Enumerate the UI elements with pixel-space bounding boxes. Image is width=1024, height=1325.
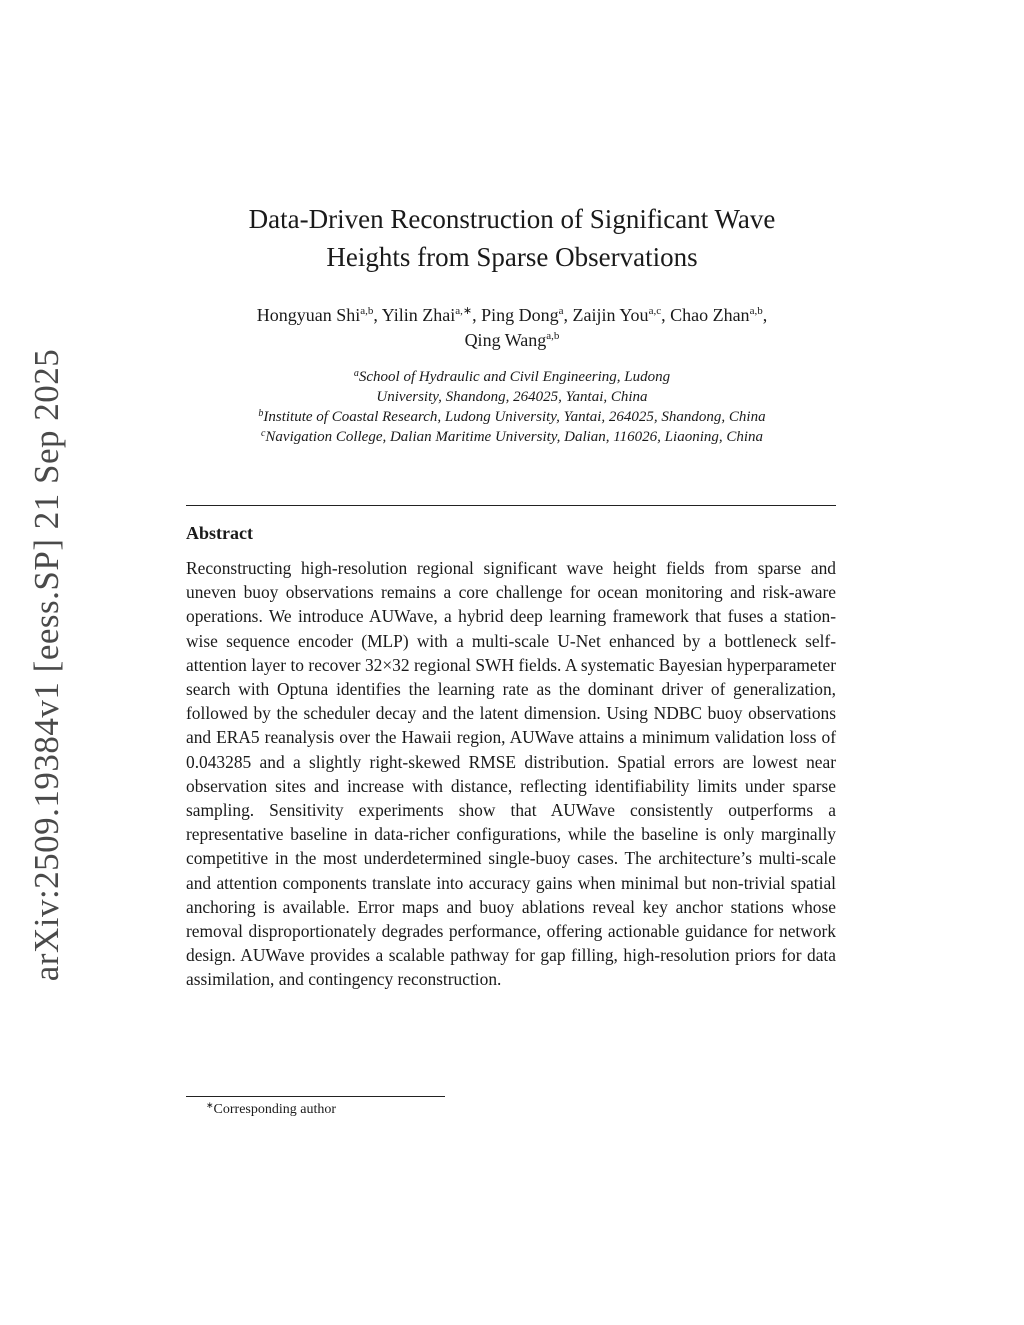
author-name: Yilin Zhai	[381, 305, 456, 325]
author-separator: ,	[373, 305, 382, 325]
affiliation-list	[180, 367, 844, 447]
author-name: Zaijin You	[572, 305, 649, 325]
author-name: Hongyuan Shi	[256, 305, 361, 325]
affiliation-text: School of Hydraulic and Civil Engineering, Ludong	[358, 369, 671, 385]
abstract-top-rule	[186, 505, 836, 506]
affiliation-text: Navigation College, Dalian Maritime University, Dalian, 116026, Liaoning, China	[265, 429, 764, 445]
author-line-2	[180, 328, 844, 353]
affiliation-c	[180, 427, 844, 447]
author-separator: ,	[472, 305, 482, 325]
author-affiliation-mark: a	[558, 305, 564, 317]
author-affiliation-mark: a,b	[546, 330, 560, 342]
author-line-1	[180, 303, 844, 328]
footnote	[206, 1100, 336, 1120]
author-separator: ,	[661, 305, 671, 325]
footnote-rule	[186, 1096, 445, 1097]
author-separator: ,	[762, 305, 768, 325]
paper-title	[180, 200, 844, 276]
author-separator: ,	[563, 305, 573, 325]
title-line-1: Data-Driven Reconstruction of Significant Wave	[248, 204, 776, 234]
title-line-2: Heights from Sparse Observations	[326, 242, 698, 272]
affiliation-mark: a	[353, 368, 359, 379]
author-affiliation-mark: a,b	[360, 305, 374, 317]
footnote-text: Corresponding author	[213, 1102, 337, 1117]
author-name: Ping Dong	[481, 305, 559, 325]
author-name: Qing Wang	[464, 330, 547, 350]
affiliation-a-line-1	[180, 367, 844, 387]
author-affiliation-mark: a,c	[648, 305, 662, 317]
footnote-mark: ∗	[206, 1100, 214, 1110]
affiliation-text: Institute of Coastal Research, Ludong University, Yantai, 264025, Shandong, China	[263, 409, 766, 425]
abstract-heading: Abstract	[186, 523, 253, 543]
affiliation-mark: c	[260, 428, 266, 439]
author-affiliation-mark: a,b	[749, 305, 763, 317]
affiliation-mark: b	[258, 408, 264, 419]
arxiv-identifier	[22, 348, 72, 982]
affiliation-b	[180, 407, 844, 427]
author-list	[180, 303, 844, 353]
affiliation-a-line-2: University, Shandong, 264025, Yantai, China	[376, 389, 648, 405]
abstract-text: Reconstructing high-resolution regional significant wave height fields from sparse and uneven buoy observations remains a core challenge for ocean monitoring and risk-aware operations. We introduce AUWave, a hybrid deep learning framework that fuses a station-wise sequence encoder (MLP) with a multi-scale U-Net enhanced by a bottleneck self-attention layer to recover 32×32 regional SWH fields. A systematic Bayesian hyperparameter search with Optuna identifies the learning rate as the dominant driver of generalization, followed by the scheduler decay and the latent dimension. Using NDBC buoy observations and ERA5 reanalysis over the Hawaii region, AUWave attains a minimum validation loss of 0.043285 and a slightly right-skewed RMSE distribution. Spatial errors are lowest near observation sites and increase with distance, reflecting identifiability limits under sparse sampling. Sensitivity experiments show that AUWave consistently outperforms a representative baseline in data-richer configurations, while the baseline is only marginally competitive in the most underdetermined single-buoy cases. The architecture’s multi-scale and attention components translate into accuracy gains when minimal but non-trivial spatial anchoring is available. Error maps and buoy ablations reveal key anchor stations whose removal disproportionately degrades performance, offering actionable guidance for network design. AUWave provides a scalable pathway for gap filling, high-resolution priors for data assimilation, and contingency reconstruction.	[186, 558, 836, 990]
author-name: Chao Zhan	[670, 305, 750, 325]
author-affiliation-mark: a,∗	[455, 305, 473, 317]
arxiv-identifier-text: arXiv:2509.19384v1 [eess.SP] 21 Sep 2025	[27, 348, 66, 982]
